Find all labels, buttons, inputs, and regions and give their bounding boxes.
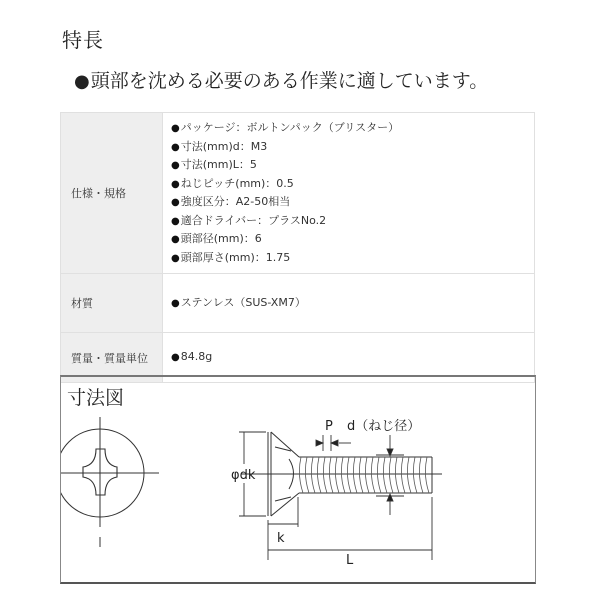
spec-item: ●頭部厚さ(mm)：1.75 [171, 250, 291, 264]
dimension-diagram [60, 375, 536, 584]
section-title: 特長 [62, 28, 104, 52]
screw-drawing [61, 377, 535, 582]
feature-text: 頭部を沈める必要のある作業に適しています。 [90, 70, 489, 92]
row-header: 材質 [61, 274, 163, 333]
table-row [61, 274, 535, 333]
bullet-icon: ● [171, 197, 180, 208]
row-value [163, 113, 535, 274]
bullet-icon: ● [171, 141, 180, 153]
row-header: 仕様・規格 [61, 113, 163, 274]
thread-diameter-label: d（ねじ径） [347, 419, 421, 434]
head-diameter-label: φdk [231, 468, 256, 483]
table-row [61, 113, 535, 274]
diagram-title: 寸法図 [67, 387, 125, 409]
spec-item: ●ステンレス（SUS-XM7） [171, 295, 306, 309]
bullet-icon: ● [171, 123, 180, 134]
bullet-icon: ● [171, 252, 180, 264]
head-height-label: k [277, 531, 285, 546]
spec-item: ●寸法(mm)L：5 [171, 158, 257, 171]
pitch-label: P [325, 419, 333, 434]
spec-item: ●ねじピッチ(mm)：0.5 [171, 176, 294, 190]
bullet-icon: ● [171, 160, 180, 171]
row-header: 質量・質量単位 [61, 333, 163, 383]
spec-item: ●84.8g [171, 350, 213, 364]
bullet-icon: ● [171, 215, 180, 227]
spec-item: ●強度区分：A2-50相当 [171, 195, 291, 208]
spec-item: ●パッケージ：ボルトンパック（ブリスター） [171, 121, 400, 134]
thread-lines [299, 457, 429, 493]
bullet-icon: ● [171, 234, 180, 245]
spec-item: ●寸法(mm)d：M3 [171, 139, 268, 153]
spec-item: ●頭部径(mm)：6 [171, 232, 262, 245]
bullet-icon: ● [74, 71, 90, 92]
phillips-head-icon [61, 417, 159, 547]
length-label: L [346, 553, 354, 568]
bullet-icon: ● [171, 297, 180, 309]
row-value [163, 274, 535, 333]
bullet-icon: ● [171, 178, 180, 190]
spec-table [60, 112, 535, 383]
bullet-icon: ● [171, 352, 180, 364]
feature-line [74, 66, 488, 93]
spec-item: ●適合ドライバー：プラスNo.2 [171, 213, 327, 227]
